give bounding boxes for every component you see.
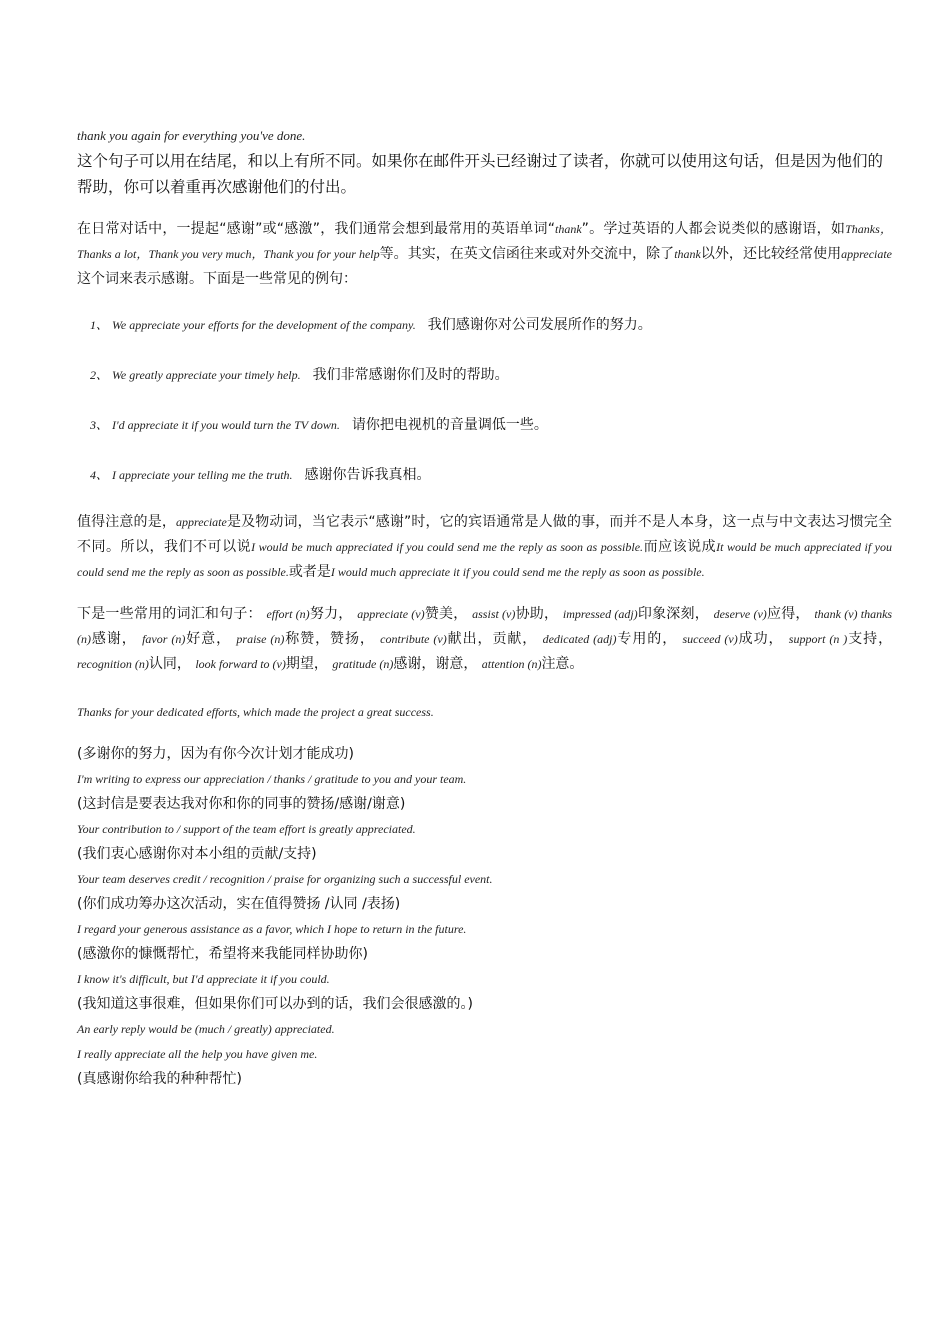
intro-paragraph xyxy=(77,217,892,292)
intro-text-2: ”。学过英语的人都会说类似的感谢语，如 xyxy=(581,221,846,237)
vocab-meaning: 期望， xyxy=(285,656,328,672)
vocab-term: praise (n) xyxy=(236,632,285,646)
vocab-term: assist (v) xyxy=(472,607,516,621)
vocab-term: recognition (n) xyxy=(77,657,149,671)
vocab-meaning: 成功， xyxy=(737,631,784,647)
example-number: 3、 xyxy=(90,418,109,432)
sentence-english: Your contribution to / support of the team effort is greatly appreciated. xyxy=(77,822,416,836)
vocab-term: contribute (v) xyxy=(380,632,447,646)
sentence-chinese: (我知道这事很难，但如果你们可以办到的话，我们会很感激的。) xyxy=(77,996,473,1012)
note-text-3: 而应该说成 xyxy=(643,539,717,555)
note-right-example-2: I would much appreciate it if you could send me the reply as soon as possible. xyxy=(330,565,705,579)
example-number: 1、 xyxy=(90,318,109,332)
example-chinese: 我们感谢你对公司发展所作的努力。 xyxy=(427,317,652,333)
intro-text-4: 以外，还比较经常使用 xyxy=(700,246,842,262)
example-english: I appreciate your telling me the truth. xyxy=(112,468,293,482)
example-item xyxy=(90,460,892,510)
intro-phrases: Thanks，Thanks a lot，Thank you very much，Thank you for your help xyxy=(77,222,893,261)
vocab-term: impressed (adj) xyxy=(562,607,638,621)
vocab-meaning: 好意， xyxy=(185,631,232,647)
intro-word-thank-2: thank xyxy=(674,247,701,261)
note-wrong-example: I would be much appreciated if you could send me the reply as soon as possible. xyxy=(251,540,644,554)
vocabulary-paragraph xyxy=(77,602,892,677)
vocab-term: thank (v) thanks (n) xyxy=(77,607,893,646)
opening-chinese-explanation: 这个句子可以用在结尾，和以上有所不同。如果你在邮件开头已经谢过了读者，你就可以使用这句话，但是因为他们的帮助，你可以着重再次感谢他们的付出。 xyxy=(77,152,884,196)
example-chinese: 我们非常感谢你们及时的帮助。 xyxy=(312,367,509,383)
example-chinese: 感谢你告诉我真相。 xyxy=(304,467,431,483)
vocab-term: look forward to (v) xyxy=(195,657,286,671)
note-text-2: 是及物动词，当它表示“感谢”时，它的宾语通常是人做的事，而并不是人本身，这一点与中文表达习惯完全不同。所以，我们不可以说 xyxy=(77,514,892,555)
vocab-term: appreciate (v) xyxy=(357,607,425,621)
example-number: 2、 xyxy=(90,368,109,382)
intro-text-3: 等。其实，在英文信函往来或对外交流中，除了 xyxy=(379,246,675,262)
sentence-chinese: (多谢你的努力，因为有你今次计划才能成功) xyxy=(77,746,354,762)
vocab-meaning: 认同， xyxy=(148,656,191,672)
note-word-appreciate: appreciate xyxy=(175,515,227,529)
vocab-term: deserve (v) xyxy=(713,607,767,621)
example-english: We appreciate your efforts for the development of the company. xyxy=(112,318,416,332)
sentence-english: An early reply would be (much / greatly) appreciated. xyxy=(77,1022,335,1036)
sentence-english: I'm writing to express our appreciation / thanks / gratitude to you and your team. xyxy=(77,772,467,786)
vocab-meaning: 印象深刻， xyxy=(637,606,709,622)
vocab-term: support (n ) xyxy=(788,632,848,646)
vocab-meaning: 感谢， xyxy=(91,631,137,647)
vocab-meaning: 努力， xyxy=(309,606,353,622)
example-item xyxy=(90,360,892,410)
intro-text-5: 这个词来表示感谢。下面是一些常见的例句： xyxy=(77,271,357,287)
vocab-term: attention (n) xyxy=(481,657,542,671)
vocab-meaning: 称赞，赞扬， xyxy=(284,631,375,647)
vocab-term: gratitude (n) xyxy=(332,657,394,671)
example-item xyxy=(90,410,892,460)
sentence-english: I regard your generous assistance as a favor, which I hope to return in the future. xyxy=(77,922,467,936)
vocab-term: succeed (v) xyxy=(682,632,738,646)
vocab-meaning: 应得， xyxy=(766,606,810,622)
intro-word-thank: thank xyxy=(554,222,582,236)
sentence-english: I really appreciate all the help you have given me. xyxy=(77,1047,318,1061)
sentence-chinese: (你们成功筹办这次活动，实在值得赞扬 /认同 /表扬) xyxy=(77,896,401,912)
sentence-chinese: (我们衷心感谢你对本小组的贡献/支持) xyxy=(77,846,317,862)
sentence-chinese: (真感谢你给我的种种帮忙) xyxy=(77,1071,242,1087)
example-english: We greatly appreciate your timely help. xyxy=(112,368,301,382)
example-list xyxy=(77,310,892,510)
document-page xyxy=(77,124,892,1092)
sentence-chinese: (感激你的慷慨帮忙，希望将来我能同样协助你) xyxy=(77,946,368,962)
vocab-meaning: 专用的， xyxy=(616,631,678,647)
example-item xyxy=(90,310,892,360)
vocab-meaning: 献出，贡献， xyxy=(446,631,538,647)
vocab-meaning: 协助， xyxy=(515,606,559,622)
vocab-term: favor (n) xyxy=(142,632,186,646)
sentence-chinese: (这封信是要表达我对你和你的同事的赞扬/感谢/谢意) xyxy=(77,796,406,812)
example-number: 4、 xyxy=(90,468,109,482)
intro-word-appreciate: appreciate xyxy=(841,247,893,261)
vocab-meaning: 赞美， xyxy=(424,606,468,622)
opening-english-sentence: thank you again for everything you've done. xyxy=(77,128,306,143)
vocab-term: dedicated (adj) xyxy=(542,632,617,646)
usage-note-paragraph xyxy=(77,510,892,585)
vocab-meaning: 感谢，谢意， xyxy=(393,656,478,672)
example-chinese: 请你把电视机的音量调低一些。 xyxy=(351,417,548,433)
vocab-term: effort (n) xyxy=(266,607,310,621)
note-text-4: 或者是 xyxy=(288,564,331,580)
note-text-1: 值得注意的是， xyxy=(77,514,176,530)
note-right-example-1: It would be much appreciated if you could send me the reply as soon as possible. xyxy=(77,540,892,579)
vocab-meaning: 支持， xyxy=(847,631,893,647)
sentence-english: Your team deserves credit / recognition / praise for organizing such a successful event. xyxy=(77,872,493,886)
sentence-list xyxy=(77,700,892,1092)
vocab-intro: 下是一些常用的词汇和句子： xyxy=(77,606,262,622)
sentence-english: Thanks for your dedicated efforts, which made the project a great success. xyxy=(77,705,434,719)
example-english: I'd appreciate it if you would turn the TV down. xyxy=(112,418,340,432)
intro-text-1: 在日常对话中，一提起“感谢”或“感激”，我们通常会想到最常用的英语单词“ xyxy=(77,221,555,237)
sentence-english: I know it's difficult, but I'd appreciate it if you could. xyxy=(77,972,330,986)
vocab-meaning: 注意。 xyxy=(541,656,584,672)
